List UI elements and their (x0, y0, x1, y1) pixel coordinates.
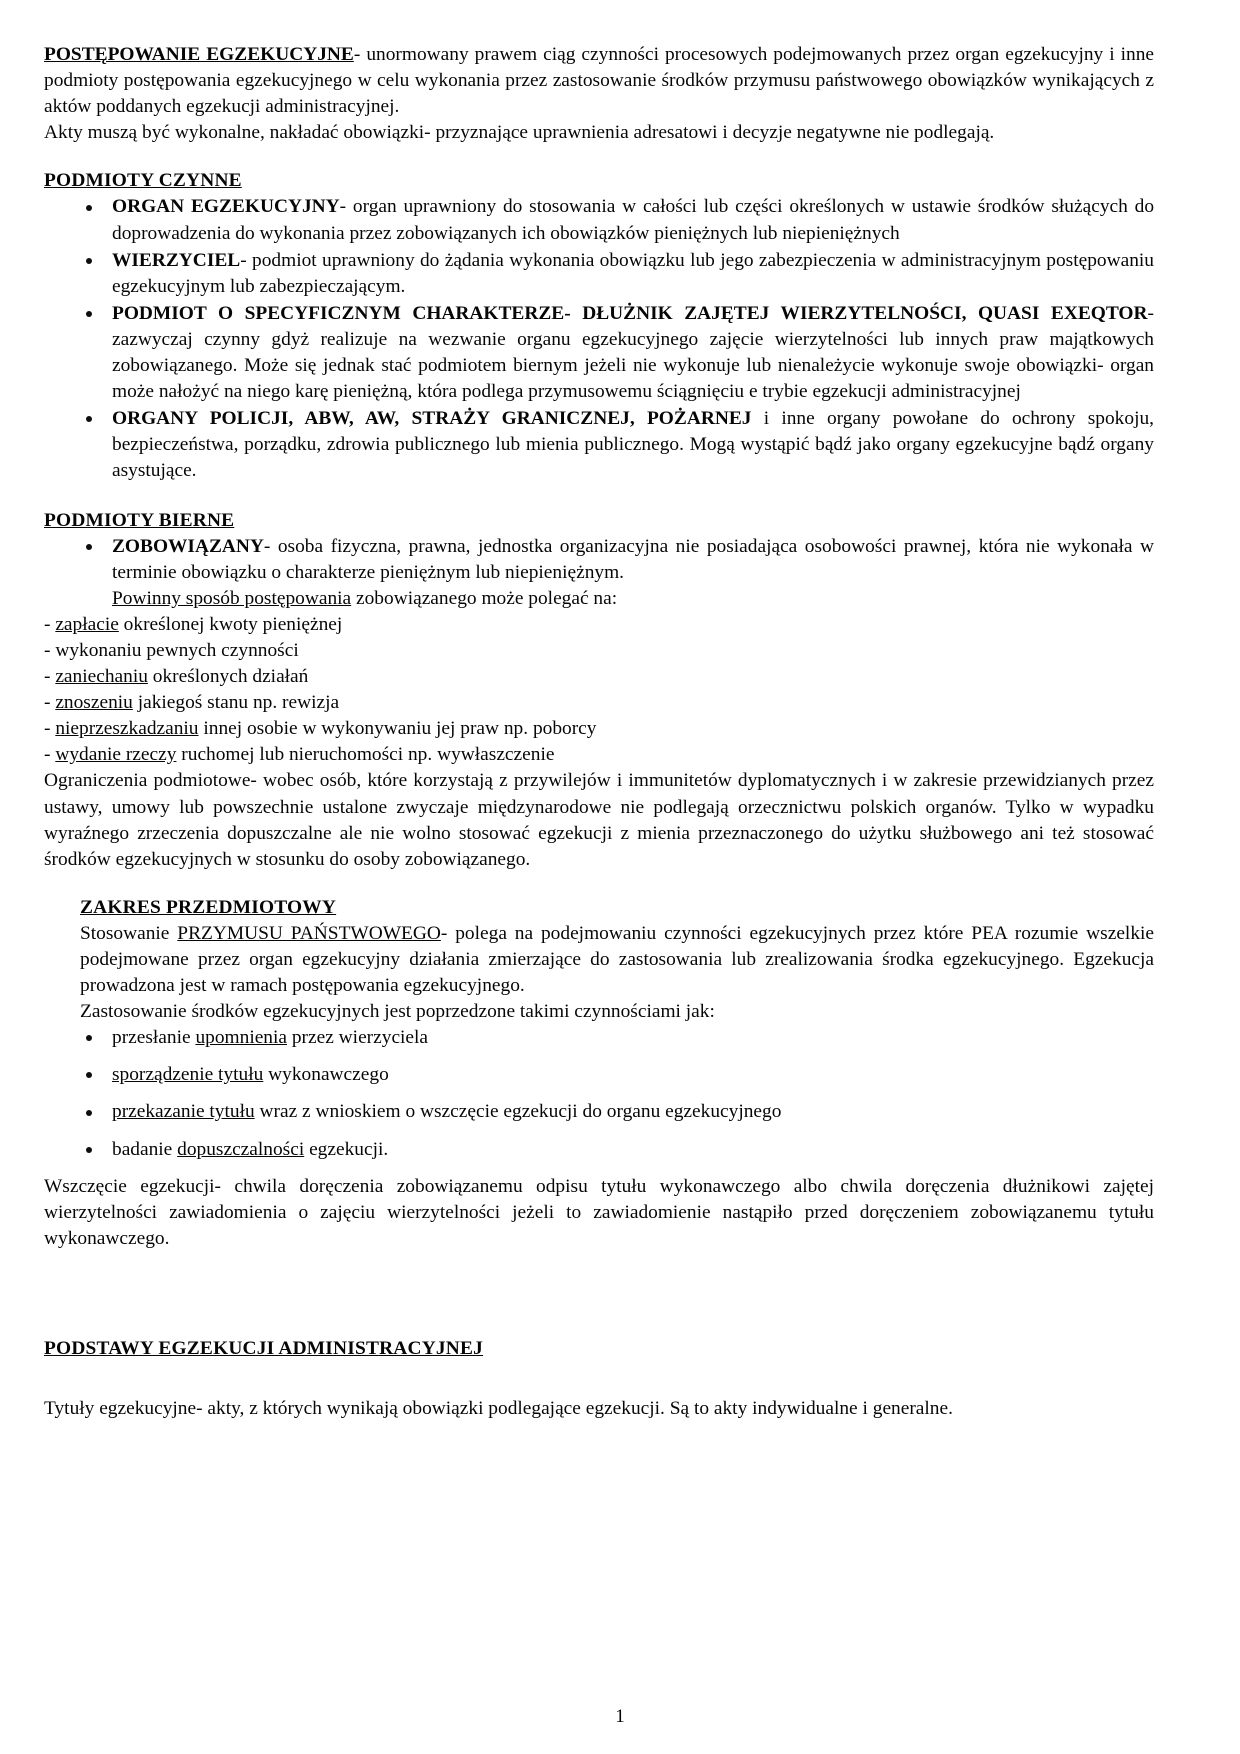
section-heading-podmioty-czynne: PODMIOTY CZYNNE (44, 170, 242, 192)
bullet-post: wraz z wnioskiem o wszczęcie egzekucji do organu egzekucyjnego (254, 1101, 782, 1123)
list-item (44, 301, 1154, 405)
bullet-pre: badanie (112, 1138, 178, 1160)
spacer (44, 1252, 1154, 1336)
bullet-pre: przesłanie (112, 1027, 196, 1049)
dash-underlined: nieprzeszkadzaniu (55, 718, 199, 740)
dash-item (44, 664, 1154, 690)
powinny-sposob-rest: zobowiązanego może polegać na: (351, 587, 618, 609)
bullet-term: ORGANY POLICJI, ABW, AW, STRAŻY GRANICZNEJ, POŻARNEJ (112, 408, 752, 430)
section-heading-podstawy-egzekucji: PODSTAWY EGZEKUCJI ADMINISTRACYJNEJ (44, 1337, 484, 1359)
intro-paragraph (44, 42, 1154, 120)
czynnosci-bullet-list (44, 1025, 1154, 1162)
spacer (44, 1362, 1154, 1396)
dash-marker: - (44, 666, 56, 688)
dash-item (44, 638, 1154, 664)
spacer (44, 873, 1154, 895)
zakres-lead-underlined: PRZYMUSU PAŃSTWOWEGO (177, 922, 441, 944)
intro-paragraph-second: Akty muszą być wykonalne, nakładać obowiązki- przyznające uprawnienia adresatowi i decyzje negatywne nie podlegają. (44, 122, 995, 144)
zakres-lead-prefix: Stosowanie (80, 922, 178, 944)
section-heading-podmioty-bierne: PODMIOTY BIERNE (44, 509, 235, 531)
section-heading-zakres-przedmiotowy: ZAKRES PRZEDMIOTOWY (80, 896, 337, 918)
powinny-sposob-lead (44, 586, 1154, 612)
list-item (44, 194, 1154, 246)
intro-term-text: POSTĘPOWANIE EGZEKUCYJNE (44, 44, 354, 65)
bullet-post: wykonawczego (263, 1064, 389, 1086)
bullet-underlined: dopuszczalności (177, 1138, 305, 1160)
dash-text: określonych działań (147, 666, 309, 688)
intro-body-text: - unormowany prawem ciąg czynności procesowych podejmowanych przez organ egzekucyjny i inne podmioty postępowania egzekucyjnego w celu wykonania przez zastosowanie środków przymusu państwowego obowiązków wynikających z aktów poddanych egzekucji administracyjnej. (44, 44, 1155, 118)
spacer (44, 146, 1154, 168)
dash-text: innej osobie w wykonywaniu jej praw np. poborcy (198, 718, 597, 740)
intro-term (44, 44, 354, 65)
bullet-text: - zazwyczaj czynny gdyż realizuje na wezwanie organu egzekucyjnego zajęcie wierzytelności lub innych praw majątkowych zobowiązanego. Może się jednak stać podmiotem biernym jeżeli nie wykonuje lub nienależycie wykonuje swoje obowiązki- organ może nałożyć na niego karę pieniężną, która podlega przymusowemu ściągnięciu e trybie egzekucji administracyjnej (112, 302, 1154, 403)
dash-item (44, 716, 1154, 742)
dash-text: jakiegoś stanu np. rewizja (132, 692, 340, 714)
zastosowanie-srodkow-lead: Zastosowanie środków egzekucyjnych jest poprzedzone takimi czynnościami jak: (80, 1001, 715, 1023)
bullet-text: i inne organy powołane do ochrony spokoju, bezpieczeństwa, porządku, zdrowia publicznego lub mienia publicznego. Mogą wystąpić bądź jako organy egzekucyjne bądź organy asystujące. (112, 408, 1154, 482)
list-item (44, 534, 1154, 586)
page-number: 1 (615, 1706, 625, 1727)
podmioty-czynne-list (44, 194, 1154, 484)
dash-marker: - (44, 613, 56, 635)
dash-underlined: wydanie rzeczy (55, 744, 177, 766)
dash-marker: - (44, 744, 56, 766)
list-item (44, 1025, 1154, 1051)
dash-underlined: znoszeniu (55, 692, 133, 714)
bullet-text: - organ uprawniony do stosowania w całości lub części określonych w ustawie środków służących do doprowadzenia do wykonania przez zobowiązanych ich obowiązków pieniężnych lub niepieniężnych (112, 196, 1155, 244)
dash-marker: - (44, 718, 56, 740)
list-item (44, 1137, 1154, 1163)
wszczecie-egzekucji-paragraph: Wszczęcie egzekucji- chwila doręczenia zobowiązanemu odpisu tytułu wykonawczego albo chwila doręczenia dłużnikowi zajętej wierzytelności zawiadomienia o zajęciu wierzytelności jeżeli to zawiadomienie nastąpiło przed doręczeniem zobowiązanemu tytułu wykonawczego. (44, 1175, 1154, 1249)
podmioty-bierne-list (44, 534, 1154, 586)
powinny-sposob-underlined: Powinny sposób postępowania (112, 587, 352, 609)
sposob-postepowania-dash-list (44, 612, 1154, 769)
bullet-term: PODMIOT O SPECYFICZNYM CHARAKTERZE- DŁUŻNIK ZAJĘTEJ WIERZYTELNOŚCI, QUASI EXEQTOR (112, 302, 1148, 324)
dash-item (44, 612, 1154, 638)
dash-underlined: zaniechaniu (55, 666, 148, 688)
dash-text: określonej kwoty pieniężnej (118, 613, 343, 635)
bullet-term: WIERZYCIEL (112, 249, 241, 271)
dash-marker: - (44, 639, 56, 661)
list-item (44, 406, 1154, 484)
bullet-underlined: upomnienia (195, 1027, 288, 1049)
dash-text: ruchomej lub nieruchomości np. wywłaszczenie (176, 744, 555, 766)
dash-underlined: zapłacie (55, 613, 119, 635)
document-body (44, 42, 1154, 1422)
ograniczenia-podmiotowe-paragraph: Ograniczenia podmiotowe- wobec osób, które korzystają z przywilejów i immunitetów dyplomatycznych i w zakresie przewidzianych przez ustawy, umowy lub powszechnie ustalone zwyczaje międzynarodowe nie podlegają orzecznictwu polskich organów. Tylko w wypadku wyraźnego zrzeczenia dopuszczalne ale nie wolno stosować egzekucji z mienia przeznaczonego do użytku służbowego ani też stosować środków egzekucyjnych w stosunku do osoby zobowiązanego. (44, 770, 1154, 870)
zakres-lead-rest: - polega na podejmowaniu czynności egzekucyjnych przez które PEA rozumie wszelkie podejmowane przez organ egzekucyjny działania zmierzające do zastosowania lub zrealizowania środka egzekucyjnego. Egzekucja prowadzona jest w ramach postępowania egzekucyjnego. (80, 922, 1155, 997)
podstawy-paragraph: Tytuły egzekucyjne- akty, z których wynikają obowiązki podlegające egzekucji. Są to akty indywidualne i generalne. (44, 1398, 953, 1420)
bullet-text: - podmiot uprawniony do żądania wykonania obowiązku lub jego zabezpieczenia w administracyjnym postępowaniu egzekucyjnym lub zabezpieczającym. (112, 249, 1154, 297)
dash-text: wykonaniu pewnych czynności (55, 639, 299, 661)
list-item (44, 248, 1154, 300)
bullet-underlined: sporządzenie tytułu (112, 1064, 264, 1086)
bullet-text: - osoba fizyczna, prawna, jednostka organizacyjna nie posiadająca osobowości prawnej, która nie wykonała w terminie obowiązku o charakterze pieniężnym lub niepieniężnym. (112, 535, 1154, 583)
dash-item (44, 742, 1154, 768)
bullet-underlined: przekazanie tytułu (112, 1101, 255, 1123)
bullet-post: egzekucji. (304, 1138, 389, 1160)
bullet-term: ORGAN EGZEKUCYJNY (112, 196, 340, 218)
list-item (44, 1062, 1154, 1088)
dash-marker: - (44, 692, 56, 714)
bullet-term: ZOBOWIĄZANY (112, 535, 264, 557)
spacer (44, 486, 1154, 508)
bullet-post: przez wierzyciela (287, 1027, 429, 1049)
list-item (44, 1099, 1154, 1125)
dash-item (44, 690, 1154, 716)
zakres-lead-paragraph (44, 921, 1154, 999)
